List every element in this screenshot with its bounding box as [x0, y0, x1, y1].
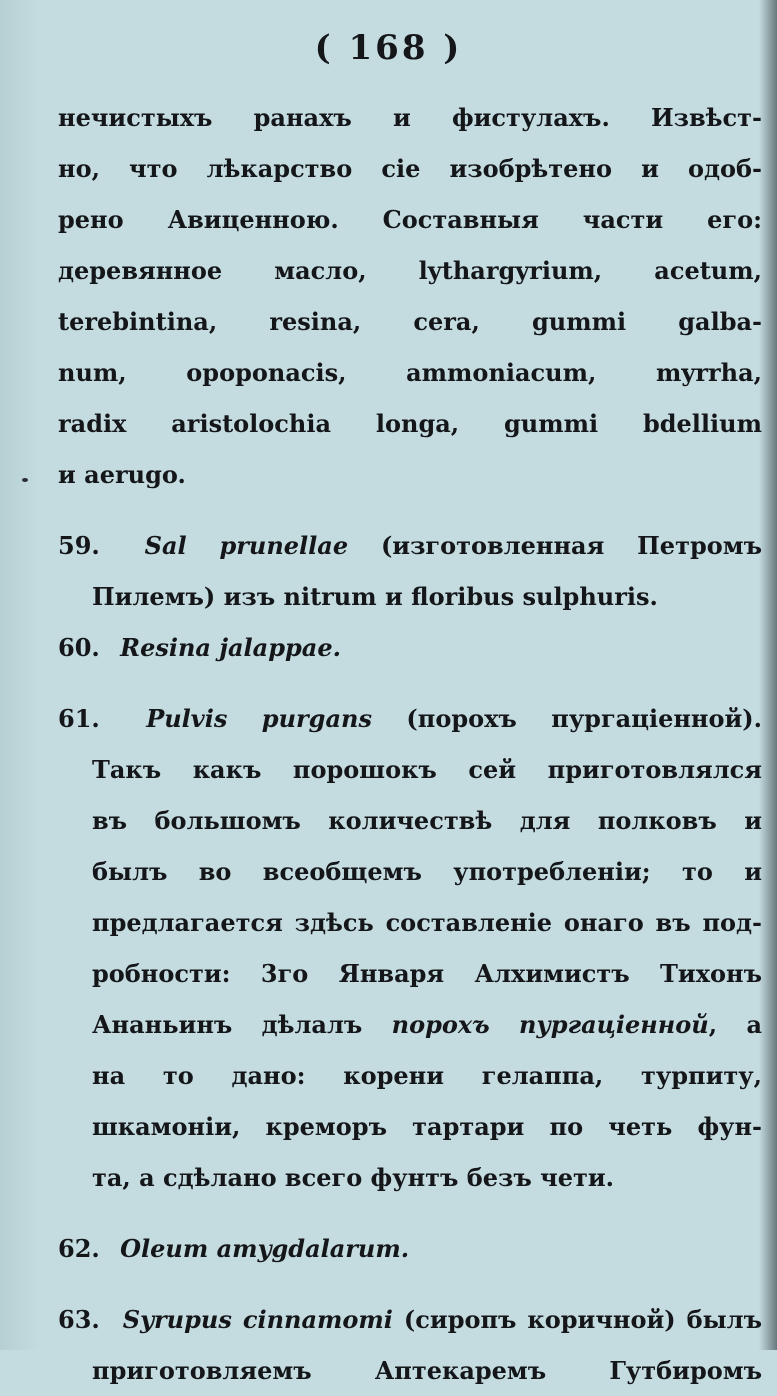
- item-continuation: Пилемъ) изъ nitrum и floribus sulphuris.: [92, 582, 658, 611]
- list-item-60: [58, 622, 762, 673]
- item-continuation: былъ во всеобщемъ употребленіи; то и: [92, 857, 762, 886]
- text-line: terebintina, resina, cera, gummi galba-: [58, 307, 762, 336]
- item-number: 62.: [58, 1234, 100, 1263]
- list-item-61: [58, 693, 762, 744]
- text-line: деревянное масло, lythargyrium, acetum,: [58, 256, 762, 285]
- item-title: Pulvis purgans: [146, 704, 372, 733]
- item-continuation: приготовляемъ Аптекаремъ Гутбиромъ: [92, 1356, 762, 1385]
- text-line: но, что лѣкарство сіе изобрѣтено и одоб-: [58, 154, 762, 183]
- item-number: 61.: [58, 704, 100, 733]
- item-title: Syrupus cinnamomi: [122, 1305, 393, 1334]
- item-number: 63.: [58, 1305, 100, 1334]
- inline-text: Ананьинъ дѣлалъ: [92, 1010, 363, 1039]
- item-continuation: въ большомъ количествѣ для полковъ и: [92, 806, 762, 835]
- item-continuation: предлагается здѣсь составленіе онаго въ под-: [92, 908, 762, 937]
- item-continuation: на то дано: корени гелаппа, турпиту,: [92, 1061, 762, 1090]
- text-line: и aerugo.: [58, 460, 186, 489]
- item-title: Oleum amygdalarum.: [120, 1234, 410, 1263]
- text-line: нечистыхъ ранахъ и фистулахъ. Извѣст-: [58, 103, 762, 132]
- item-title: Resina jalappae.: [120, 633, 341, 662]
- page-body: [58, 92, 762, 1396]
- item-number: 60.: [58, 633, 100, 662]
- list-item-62: [58, 1223, 762, 1274]
- inline-text: , а: [708, 1010, 762, 1039]
- ink-speck: [22, 478, 28, 482]
- item-continuation: робности: 3го Января Алхимистъ Тихонъ: [92, 959, 762, 988]
- item-continuation: шкамоніи, креморъ тартари по четь фун-: [92, 1112, 762, 1141]
- item-continuation: та, а сдѣлано всего фунтъ безъ чети.: [92, 1163, 614, 1192]
- inline-italic: порохъ пургаціенной: [391, 1010, 709, 1039]
- item-continuation: [58, 999, 762, 1050]
- text-line: рено Авиценною. Составныя части его:: [58, 205, 762, 234]
- item-text: (порохъ пургаціенной).: [406, 704, 762, 733]
- list-item-59: [58, 520, 762, 571]
- text-line: radix aristolochia longa, gummi bdellium: [58, 409, 762, 438]
- item-title: Sal prunellae: [144, 531, 349, 560]
- list-item-63: [58, 1294, 762, 1345]
- item-text: (изготовленная Петромъ: [380, 531, 762, 560]
- item-number: 59.: [58, 531, 100, 560]
- page-number: ( 168 ): [314, 28, 463, 68]
- text-line: num, opoponacis, ammoniacum, myrrha,: [58, 358, 762, 387]
- item-text: (сиропъ коричной) былъ: [403, 1305, 762, 1334]
- item-continuation: Такъ какъ порошокъ сей приготовлялся: [92, 755, 762, 784]
